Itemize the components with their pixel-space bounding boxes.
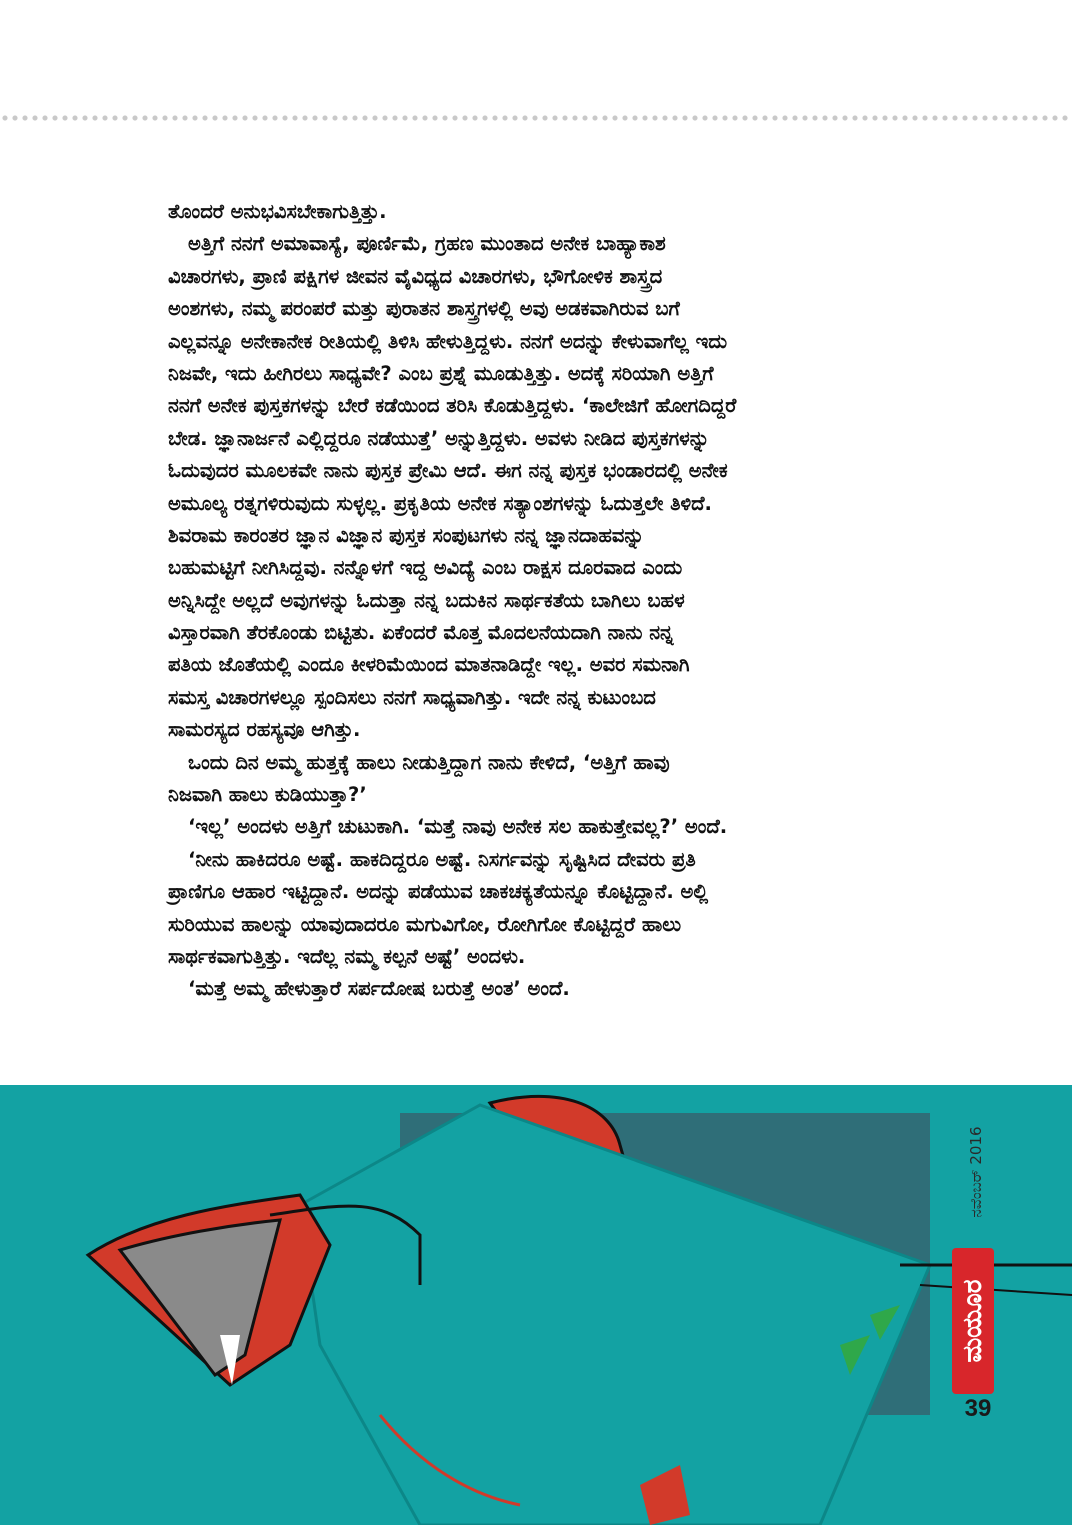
article-line: ನನಗೆ ಅನೇಕ ಪುಸ್ತಕಗಳನ್ನು ಬೇರೆ ಕಡೆಯಿಂದ ತರಿಸಿ ಕೊಡುತ್ತಿದ್ದಳು. ‘ಕಾಲೇಜಿಗೆ ಹೋಗದಿದ್ದರೆ: [168, 394, 737, 418]
article-line: ಪ್ರಾಣಿಗೂ ಆಹಾರ ಇಟ್ಟಿದ್ದಾನೆ. ಅದನ್ನು ಪಡೆಯುವ ಚಾಕಚಕ್ಯತೆಯನ್ನೂ ಕೊಟ್ಟಿದ್ದಾನೆ. ಅಲ್ಲಿ: [168, 880, 709, 904]
article-line: ನಿಜವಾಗಿ ಹಾಲು ಕುಡಿಯುತ್ತಾ?’: [168, 783, 367, 807]
article-body: [168, 196, 928, 1006]
article-line: ಅಮೂಲ್ಯ ರತ್ನಗಳಿರುವುದು ಸುಳ್ಳಲ್ಲ. ಪ್ರಕೃತಿಯ ಅನೇಕ ಸತ್ಯಾಂಶಗಳನ್ನು ಓದುತ್ತಲೇ ತಿಳಿದೆ.: [168, 491, 712, 515]
article-line: ‘ಮತ್ತೆ ಅಮ್ಮ ಹೇಳುತ್ತಾರೆ ಸರ್ಪದೋಷ ಬರುತ್ತೆ ಅಂತ’ ಅಂದೆ.: [188, 977, 570, 1001]
article-line: ಸಾಮರಸ್ಯದ ರಹಸ್ಯವೂ ಆಗಿತ್ತು.: [168, 718, 361, 742]
article-line: ಅನ್ನಿಸಿದ್ದೇ ಅಲ್ಲದೆ ಅವುಗಳನ್ನು ಓದುತ್ತಾ ನನ್ನ ಬದುಕಿನ ಸಾರ್ಥಕತೆಯ ಬಾಗಿಲು ಬಹಳ: [168, 588, 685, 612]
article-line: ನಿಜವೇ, ಇದು ಹೀಗಿರಲು ಸಾಧ್ಯವೇ? ಎಂಬ ಪ್ರಶ್ನೆ ಮೂಡುತ್ತಿತ್ತು. ಅದಕ್ಕೆ ಸರಿಯಾಗಿ ಅತ್ತಿಗೆ: [168, 361, 714, 385]
article-line: ಅಂಶಗಳು, ನಮ್ಮ ಪರಂಪರೆ ಮತ್ತು ಪುರಾತನ ಶಾಸ್ತ್ರಗಳಲ್ಲಿ ಅವು ಅಡಕವಾಗಿರುವ ಬಗೆ: [168, 297, 680, 321]
article-line: ಬೇಡ. ಜ್ಞಾನಾರ್ಜನೆ ಎಲ್ಲಿದ್ದರೂ ನಡೆಯುತ್ತೆ’ ಅನ್ನುತ್ತಿದ್ದಳು. ಅವಳು ನೀಡಿದ ಪುಸ್ತಕಗಳನ್ನು: [168, 426, 710, 450]
article-line: ಸಮಸ್ತ ವಿಚಾರಗಳಲ್ಲೂ ಸ್ಪಂದಿಸಲು ನನಗೆ ಸಾಧ್ಯವಾಗಿತ್ತು. ಇದೇ ನನ್ನ ಕುಟುಂಬದ: [168, 685, 656, 709]
illustration-panel: [0, 1085, 1072, 1525]
article-line: ಎಲ್ಲವನ್ನೂ ಅನೇಕಾನೇಕ ರೀತಿಯಲ್ಲಿ ತಿಳಿಸಿ ಹೇಳುತ್ತಿದ್ದಳು. ನನಗೆ ಅದನ್ನು ಕೇಳುವಾಗೆಲ್ಲ ಇದು: [168, 329, 728, 353]
article-line: ಪತಿಯ ಜೊತೆಯಲ್ಲಿ ಎಂದೂ ಕೀಳರಿಮೆಯಿಂದ ಮಾತನಾಡಿದ್ದೇ ಇಲ್ಲ. ಅವರ ಸಮನಾಗಿ: [168, 653, 690, 677]
article-line: ತೊಂದರೆ ಅನುಭವಿಸಬೇಕಾಗುತ್ತಿತ್ತು.: [168, 200, 387, 223]
article-line: ಸಾರ್ಥಕವಾಗುತ್ತಿತ್ತು. ಇದೆಲ್ಲ ನಮ್ಮ ಕಲ್ಪನೆ ಅಷ್ಟೆ’ ಅಂದಳು.: [168, 944, 526, 968]
article-line: ವಿಸ್ತಾರವಾಗಿ ತೆರಕೊಂಡು ಬಿಟ್ಟಿತು. ಏಕೆಂದರೆ ಮೊತ್ತ ಮೊದಲನೆಯದಾಗಿ ನಾನು ನನ್ನ: [168, 621, 674, 645]
article-line: ಒಂದು ದಿನ ಅಮ್ಮ ಹುತ್ತಕ್ಕೆ ಹಾಲು ನೀಡುತ್ತಿದ್ದಾಗ ನಾನು ಕೇಳಿದೆ, ‘ಅತ್ತಿಗೆ ಹಾವು: [188, 750, 670, 774]
article-line: ಅತ್ತಿಗೆ ನನಗೆ ಅಮಾವಾಸ್ಯೆ, ಪೂರ್ಣಿಮೆ, ಗ್ರಹಣ ಮುಂತಾದ ಅನೇಕ ಬಾಹ್ಯಾಕಾಶ: [188, 232, 666, 256]
article-line: ಬಹುಮಟ್ಟಿಗೆ ನೀಗಿಸಿದ್ದವು. ನನ್ನೊಳಗೆ ಇದ್ದ ಅವಿದ್ಯೆ ಎಂಬ ರಾಕ್ಷಸ ದೂರವಾದ ಎಂದು: [168, 556, 683, 580]
issue-date: ನವೆಂಬರ್ 2016: [967, 1126, 985, 1218]
article-line: ಓದುವುದರ ಮೂಲಕವೇ ನಾನು ಪುಸ್ತಕ ಪ್ರೇಮಿ ಆದೆ. ಈಗ ನನ್ನ ಪುಸ್ತಕ ಭಂಡಾರದಲ್ಲಿ ಅನೇಕ: [168, 459, 728, 483]
article-line: ವಿಚಾರಗಳು, ಪ್ರಾಣಿ ಪಕ್ಷಿಗಳ ಜೀವನ ವೈವಿಧ್ಯದ ವಿಚಾರಗಳು, ಭೌಗೋಳಿಕ ಶಾಸ್ತ್ರದ: [168, 264, 663, 288]
article-line: ‘ನೀನು ಹಾಕಿದರೂ ಅಷ್ಟೆ. ಹಾಕದಿದ್ದರೂ ಅಷ್ಟೆ. ನಿಸರ್ಗವನ್ನು ಸೃಷ್ಟಿಸಿದ ದೇವರು ಪ್ರತಿ: [188, 847, 696, 871]
abstract-snake-illustration: [0, 1085, 1072, 1525]
article-line: ಶಿವರಾಮ ಕಾರಂತರ ಜ್ಞಾನ ವಿಜ್ಞಾನ ಪುಸ್ತಕ ಸಂಪುಟಗಳು ನನ್ನ ಜ್ಞಾನದಾಹವನ್ನು: [168, 523, 645, 547]
magazine-name: ಮಯೂರ: [958, 1279, 988, 1363]
page-number: 39: [964, 1395, 992, 1422]
article-line: ಸುರಿಯುವ ಹಾಲನ್ನು ಯಾವುದಾದರೂ ಮಗುವಿಗೋ, ರೋಗಿಗೋ ಕೊಟ್ಟಿದ್ದರೆ ಹಾಲು: [168, 912, 682, 936]
illustration-line-d: [920, 1285, 1072, 1295]
article-line: ‘ಇಲ್ಲ’ ಅಂದಳು ಅತ್ತಿಗೆ ಚುಟುಕಾಗಿ. ‘ಮತ್ತೆ ನಾವು ಅನೇಕ ಸಲ ಹಾಕುತ್ತೇವಲ್ಲ?’ ಅಂದೆ.: [188, 815, 728, 839]
dotted-header-rule: [0, 114, 1072, 122]
